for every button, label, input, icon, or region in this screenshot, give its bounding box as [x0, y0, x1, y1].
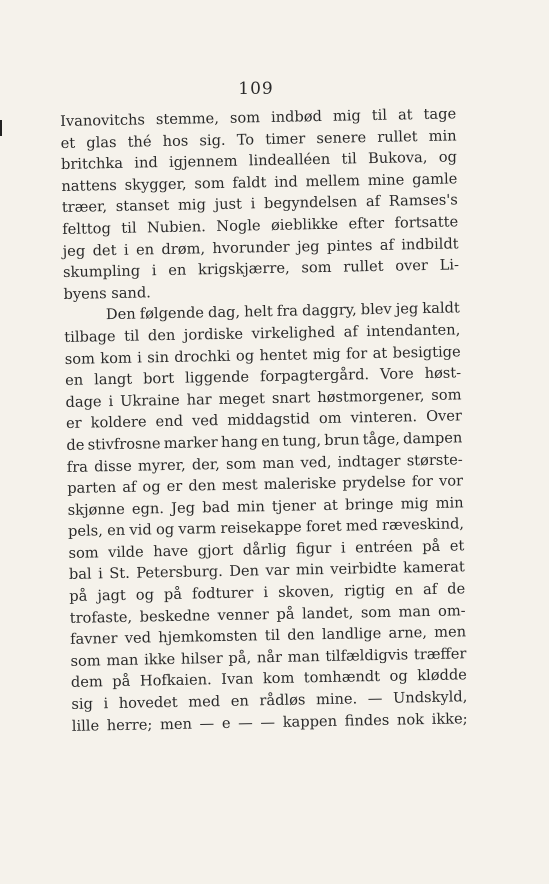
- word: når: [256, 648, 283, 667]
- word: en: [65, 371, 84, 390]
- word: i: [137, 349, 143, 367]
- word: hjemkomsten: [158, 627, 258, 647]
- word: intendanten,: [366, 321, 461, 341]
- word: en: [168, 261, 187, 280]
- word: lille: [71, 716, 100, 735]
- word: og: [135, 586, 155, 604]
- word: Nubien.: [146, 218, 207, 237]
- word: på: [112, 673, 131, 691]
- word: følgende: [139, 304, 205, 323]
- word: stivfrosne: [87, 435, 161, 454]
- word: mig: [400, 494, 429, 513]
- word: igjennem: [168, 152, 238, 172]
- word: en: [230, 692, 249, 710]
- word: ved,: [300, 453, 332, 471]
- word: og: [142, 478, 161, 496]
- word: drøm,: [161, 239, 206, 258]
- word: skjønne: [67, 500, 125, 519]
- word: Den: [229, 562, 260, 581]
- word: bringe: [344, 495, 394, 514]
- word: man: [398, 602, 431, 621]
- word: rullet: [377, 127, 418, 146]
- page-edge-mark: [0, 120, 2, 136]
- word: dag,: [207, 303, 241, 322]
- word: snart: [271, 388, 311, 407]
- word: glas: [86, 133, 117, 152]
- word: bort: [142, 369, 175, 388]
- word: i: [263, 584, 269, 602]
- word: herre;: [106, 715, 153, 734]
- word: træffer: [413, 645, 467, 664]
- word: gamle: [411, 170, 458, 189]
- word: mellem: [305, 172, 361, 191]
- word: af: [343, 323, 358, 341]
- word: man: [287, 647, 320, 666]
- word: mest: [221, 476, 258, 495]
- word: Bukova,: [367, 149, 428, 168]
- word: i: [103, 695, 109, 713]
- word: Ivan: [221, 670, 254, 689]
- word: som: [194, 174, 225, 193]
- word: over: [395, 257, 429, 275]
- word: høst-: [424, 364, 462, 383]
- word: fortsatte: [394, 213, 459, 232]
- word: på: [163, 585, 183, 604]
- word: på: [422, 537, 441, 555]
- word: tilfældigvis: [325, 646, 409, 665]
- word: tomhændt: [303, 668, 381, 687]
- word: i: [108, 392, 114, 410]
- word: marker: [163, 433, 218, 452]
- word: men: [434, 623, 467, 642]
- word: ind: [134, 154, 158, 172]
- word: tage: [423, 105, 457, 124]
- word: i: [151, 262, 157, 280]
- word: krigskjærre,: [197, 259, 290, 279]
- word: fra: [66, 458, 89, 476]
- word: reisekappe: [220, 518, 302, 538]
- word: byens: [63, 284, 107, 303]
- word: mine: [367, 171, 405, 189]
- word: parten: [67, 479, 117, 498]
- word: min: [236, 497, 265, 516]
- word: forpagtergård.: [259, 366, 370, 386]
- word: hovedet: [118, 693, 178, 713]
- word: St.: [109, 565, 130, 583]
- word: ikke;: [431, 709, 468, 728]
- word: som: [301, 258, 332, 277]
- word: Ivanovitchs: [60, 111, 146, 130]
- word: mig: [332, 107, 361, 125]
- word: helt: [244, 303, 273, 321]
- word: ved: [191, 412, 219, 430]
- word: virkelighed: [251, 323, 336, 343]
- word: Undskyld,: [392, 688, 468, 707]
- word: i: [97, 565, 103, 583]
- word: indbød: [270, 107, 323, 126]
- word: man: [262, 454, 295, 472]
- word: om: [318, 409, 342, 428]
- word: britchka: [60, 154, 124, 174]
- word: begyndelsen: [263, 193, 358, 213]
- word: dampen: [402, 429, 463, 448]
- word: beskedne: [139, 606, 211, 626]
- word: med: [345, 517, 378, 535]
- word: min: [295, 561, 324, 580]
- word: som: [360, 603, 392, 621]
- word: sig: [71, 695, 94, 713]
- word: thé: [127, 132, 152, 151]
- word: hvorunder: [212, 238, 290, 257]
- word: tilbage: [64, 327, 116, 346]
- word: veirbidte: [330, 560, 397, 579]
- word: af: [422, 580, 438, 599]
- word: kamerat: [403, 558, 465, 577]
- word: at: [397, 106, 413, 124]
- word: sin: [147, 348, 170, 366]
- word: som: [431, 386, 462, 404]
- word: daggry,: [301, 301, 357, 320]
- word: bad: [202, 498, 230, 517]
- word: ræveskind,: [381, 515, 465, 535]
- word: af: [379, 236, 395, 254]
- word: pels,: [67, 522, 104, 541]
- word: end: [155, 413, 184, 431]
- word: kappen: [282, 712, 338, 731]
- word: øieblikke: [270, 215, 339, 234]
- word: som: [225, 454, 257, 473]
- word: foret: [305, 517, 342, 536]
- word: med: [188, 693, 221, 711]
- word: Ramses's: [388, 191, 458, 211]
- word: middagstid: [227, 410, 311, 430]
- word: maleriske: [263, 474, 337, 494]
- word: varm: [178, 520, 217, 539]
- word: ved: [124, 629, 152, 648]
- word: jeg: [395, 300, 419, 318]
- word: —: [367, 689, 383, 708]
- word: lindealléen: [248, 151, 331, 170]
- word: tung,: [282, 431, 322, 450]
- word: den: [287, 626, 315, 644]
- word: af: [122, 478, 137, 496]
- word: —: [260, 713, 276, 731]
- word: drochki: [174, 347, 231, 366]
- word: at: [372, 344, 388, 362]
- word: træer,: [61, 198, 108, 217]
- word: en: [106, 522, 126, 540]
- word: om-: [437, 601, 466, 620]
- word: landlige: [321, 625, 382, 644]
- word: vilde: [107, 543, 144, 562]
- word: favner: [69, 630, 118, 649]
- word: gjort: [197, 541, 234, 560]
- word: blev: [360, 301, 392, 319]
- word: findes: [344, 711, 390, 730]
- word: i: [340, 539, 346, 557]
- word: men: [159, 715, 193, 733]
- word: dem: [70, 673, 103, 692]
- word: hentet: [259, 345, 308, 364]
- word: prydelse: [342, 473, 406, 492]
- word: mig: [177, 196, 207, 215]
- word: er: [166, 477, 183, 496]
- word: langt: [94, 370, 133, 389]
- word: min: [435, 494, 464, 512]
- word: at: [323, 496, 338, 514]
- word: de: [66, 436, 85, 454]
- word: kaldt: [422, 299, 460, 318]
- word: jordiske: [183, 325, 244, 344]
- word: kom: [100, 349, 132, 367]
- word: felttog: [62, 220, 112, 238]
- word: liggende: [184, 368, 250, 387]
- word: et: [449, 537, 465, 555]
- word: til: [341, 150, 357, 168]
- word: fodturer: [191, 584, 254, 603]
- word: ind: [274, 173, 298, 191]
- word: jagt: [97, 586, 126, 605]
- word: indtager: [337, 452, 401, 471]
- word: min: [428, 126, 457, 145]
- word: vinteren.: [350, 408, 418, 427]
- page-number: 109: [238, 79, 274, 99]
- word: disse: [93, 457, 132, 475]
- word: skoven,: [277, 582, 335, 601]
- word: som: [68, 544, 99, 562]
- word: hang: [220, 433, 259, 451]
- word: et: [60, 134, 76, 152]
- word: til: [371, 106, 388, 125]
- word: —: [199, 714, 215, 733]
- word: skumpling: [62, 262, 141, 282]
- word: nok: [396, 710, 425, 729]
- word: meget: [218, 389, 266, 408]
- word: brun: [324, 431, 360, 449]
- word: tåge,: [362, 430, 400, 449]
- word: egn.: [131, 499, 165, 518]
- word: mig: [312, 345, 341, 363]
- word: og: [235, 346, 255, 365]
- word: man: [106, 651, 139, 670]
- word: dage: [65, 392, 102, 411]
- word: Nogle: [216, 217, 261, 235]
- word: To: [236, 130, 255, 149]
- word: sand.: [111, 284, 152, 302]
- word: Vore: [379, 365, 414, 384]
- word: høstmorgener,: [317, 386, 425, 406]
- word: en: [260, 432, 280, 451]
- word: timer: [265, 129, 306, 148]
- word: den: [188, 477, 216, 495]
- word: hos: [162, 132, 189, 150]
- word: har: [186, 390, 212, 409]
- word: på: [69, 587, 88, 605]
- word: Den: [105, 305, 136, 324]
- word: Jeg: [171, 499, 196, 517]
- word: arne,: [388, 624, 428, 643]
- word: jeg: [62, 242, 86, 260]
- word: Over: [425, 407, 463, 426]
- word: rullet: [343, 257, 384, 276]
- word: var: [265, 562, 290, 580]
- body-text: [60, 103, 468, 737]
- word: efter: [348, 214, 385, 233]
- word: fra: [276, 302, 299, 321]
- word: faldt: [232, 173, 267, 192]
- word: tjener: [271, 496, 317, 515]
- word: i: [250, 195, 256, 213]
- word: e: [221, 714, 231, 732]
- word: have: [153, 542, 189, 561]
- word: trofaste,: [69, 608, 133, 627]
- word: for: [345, 344, 368, 363]
- word: det: [92, 241, 117, 259]
- word: til: [123, 327, 140, 345]
- word: på: [276, 605, 295, 623]
- word: jeg: [296, 237, 320, 256]
- word: senere: [316, 128, 367, 147]
- word: myrer,: [137, 456, 186, 475]
- word: rigtig: [343, 581, 386, 600]
- word: besigtige: [392, 342, 461, 362]
- word: de: [447, 580, 466, 598]
- word: til: [264, 627, 281, 645]
- word: den: [147, 326, 176, 345]
- word: pintes: [326, 236, 373, 255]
- word: der,: [191, 455, 221, 474]
- word: kom: [262, 670, 295, 688]
- word: stemme,: [155, 109, 220, 129]
- word: største-: [406, 450, 463, 469]
- word: stanset: [115, 197, 170, 216]
- word: indbildt: [401, 234, 459, 254]
- word: ikke: [143, 650, 176, 669]
- word: rådløs: [259, 691, 306, 710]
- word: er: [65, 414, 82, 433]
- word: bal: [68, 565, 92, 584]
- word: venner: [217, 605, 270, 624]
- word: til: [121, 219, 137, 237]
- word: vid: [129, 521, 152, 540]
- word: mine.: [315, 690, 358, 709]
- word: —: [238, 714, 253, 732]
- word: som: [64, 349, 96, 368]
- word: og: [389, 667, 408, 686]
- word: og: [155, 521, 175, 539]
- word: og: [438, 148, 458, 166]
- word: figur: [295, 539, 332, 558]
- word: en: [135, 240, 155, 259]
- word: som: [70, 652, 101, 670]
- word: Hofkaien.: [139, 671, 212, 691]
- word: Ukraine: [119, 391, 180, 410]
- word: i: [123, 241, 129, 259]
- word: af: [365, 193, 381, 211]
- word: vor: [438, 472, 464, 490]
- word: på,: [228, 649, 252, 667]
- word: landet,: [301, 604, 354, 623]
- word: for: [411, 473, 434, 491]
- word: Petersburg.: [136, 563, 223, 583]
- word: hilser: [180, 649, 223, 668]
- word: Li-: [439, 256, 460, 274]
- word: dårlig: [242, 540, 287, 559]
- word: en: [394, 581, 414, 599]
- word: skygger,: [124, 175, 187, 194]
- word: sig.: [199, 131, 226, 149]
- word: kløddе: [417, 666, 468, 685]
- word: just: [214, 195, 243, 214]
- word: koldere: [90, 413, 147, 432]
- word: entréen: [354, 538, 413, 557]
- word: nattens: [61, 176, 117, 195]
- word: som: [229, 109, 261, 127]
